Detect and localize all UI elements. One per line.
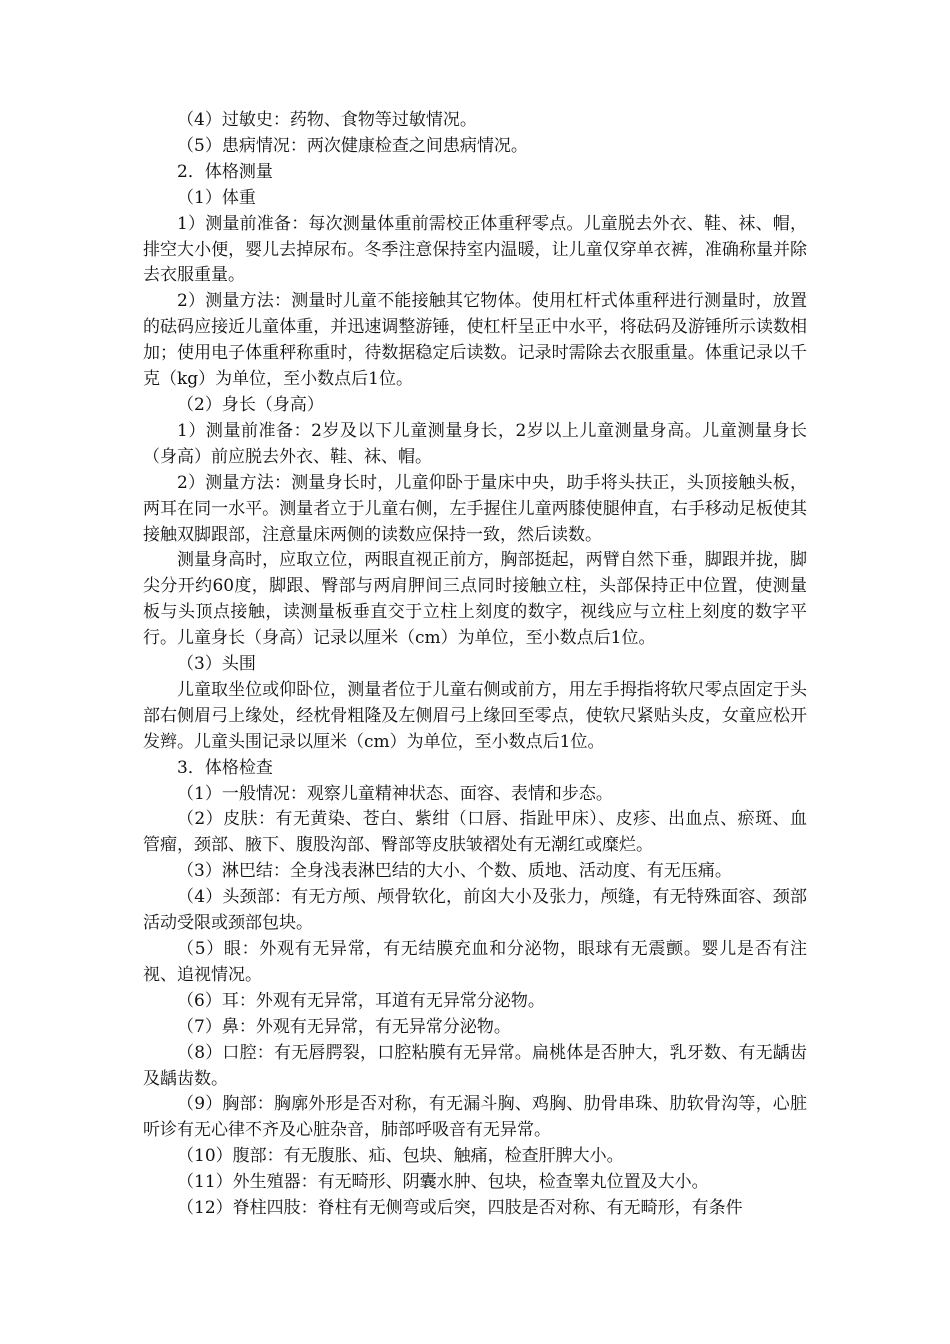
paragraph-spine-limbs: （12）脊柱四肢：脊柱有无侧弯或后突，四肢是否对称、有无畸形，有条件 bbox=[177, 1198, 743, 1219]
paragraph-nose: （7）鼻：外观有无异常，有无异常分泌物。 bbox=[177, 1016, 511, 1037]
subheading-weight: （1）体重 bbox=[177, 187, 256, 208]
paragraph-allergy-history: （4）过敏史：药物、食物等过敏情况。 bbox=[177, 110, 477, 130]
paragraph-height-preparation: 1）测量前准备：2岁及以下儿童测量身长，2岁以上儿童测量身高。儿童测量身长（身高）前应脱去外衣、鞋、袜、帽。 bbox=[143, 420, 807, 467]
paragraph-general-condition: （1）一般情况：观察儿童精神状态、面容、表情和步态。 bbox=[177, 783, 613, 804]
paragraph-chest: （9）胸部：胸廓外形是否对称，有无漏斗胸、鸡胸、肋骨串珠、肋软骨沟等，心脏听诊有无心律不齐及心脏杂音，肺部呼吸音有无异常。 bbox=[143, 1094, 807, 1141]
paragraph-genitals: （11）外生殖器：有无畸形、阴囊水肿、包块，检查睾丸位置及大小。 bbox=[177, 1172, 709, 1193]
paragraph-head-neck: （4）头颈部：有无方颅、颅骨软化，前囟大小及张力，颅缝，有无特殊面容、颈部活动受限或颈部包块。 bbox=[143, 887, 807, 934]
section-heading-physical-exam: 3．体格检查 bbox=[177, 757, 273, 778]
paragraph-head-circumference-method: 儿童取坐位或仰卧位，测量者位于儿童右侧或前方，用左手拇指将软尺零点固定于头部右侧眉弓上缘处，经枕骨粗隆及左侧眉弓上缘回至零点，使软尺紧贴头皮，女童应松开发辫。儿童头围记录以厘米（cm）为单位，至小数点后1位。 bbox=[143, 679, 807, 752]
paragraph-mouth: （8）口腔：有无唇腭裂，口腔粘膜有无异常。扁桃体是否肿大，乳牙数、有无龋齿及龋齿数。 bbox=[143, 1042, 807, 1089]
paragraph-weight-method: 2）测量方法：测量时儿童不能接触其它物体。使用杠杆式体重秤进行测量时，放置的砝码应接近儿童体重，并迅速调整游锤，使杠杆呈正中水平，将砝码及游锤所示读数相加；使用电子体重秤称重时，待数据稳定后读数。记录时需除去衣服重量。体重记录以千克（kg）为单位，至小数点后1位。 bbox=[143, 291, 807, 390]
paragraph-illness-history: （5）患病情况：两次健康检查之间患病情况。 bbox=[177, 135, 528, 156]
paragraph-abdomen: （10）腹部：有无腹胀、疝、包块、触痛，检查肝脾大小。 bbox=[177, 1146, 624, 1167]
subheading-height: （2）身长（身高） bbox=[177, 394, 324, 415]
paragraph-height-method: 测量身高时，应取立位，两眼直视正前方，胸部挺起，两臂自然下垂，脚跟并拢，脚尖分开约60度，脚跟、臀部与两肩胛间三点同时接触立柱，头部保持正中位置，使测量板与头顶点接触，读测量板垂直交于立柱上刻度的数字，视线应与立柱上刻度的数字平行。儿童身长（身高）记录以厘米（cm）为单位，至小数点后1位。 bbox=[143, 550, 807, 649]
subheading-head-circumference: （3）头围 bbox=[177, 654, 256, 675]
paragraph-ears: （6）耳：外观有无异常，耳道有无异常分泌物。 bbox=[177, 990, 545, 1011]
paragraph-lymph-nodes: （3）淋巴结：全身浅表淋巴结的大小、个数、质地、活动度、有无压痛。 bbox=[177, 861, 732, 882]
section-heading-body-measurement: 2．体格测量 bbox=[177, 161, 273, 182]
paragraph-weight-preparation: 1）测量前准备：每次测量体重前需校正体重秤零点。儿童脱去外衣、鞋、袜、帽，排空大小便，婴儿去掉尿布。冬季注意保持室内温暖，让儿童仅穿单衣裤，准确称量并除去衣服重量。 bbox=[143, 213, 807, 286]
document-page bbox=[143, 108, 807, 1222]
paragraph-eyes: （5）眼：外观有无异常，有无结膜充血和分泌物，眼球有无震颤。婴儿是否有注视、追视情况。 bbox=[143, 939, 807, 985]
paragraph-skin: （2）皮肤：有无黄染、苍白、紫绀（口唇、指趾甲床）、皮疹、出血点、瘀斑、血管瘤，颈部、腋下、腹股沟部、臀部等皮肤皱褶处有无潮红或糜烂。 bbox=[143, 809, 807, 856]
paragraph-length-method: 2）测量方法：测量身长时，儿童仰卧于量床中央，助手将头扶正，头顶接触头板，两耳在同一水平。测量者立于儿童右侧，左手握住儿童两膝使腿伸直，右手移动足板使其接触双脚跟部，注意量床两侧的读数应保持一致，然后读数。 bbox=[143, 472, 807, 545]
